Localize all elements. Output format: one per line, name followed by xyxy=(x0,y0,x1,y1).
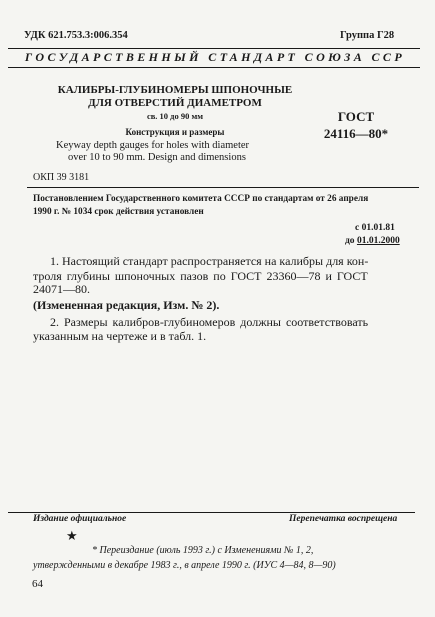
title-ru-line3: св. 10 до 90 мм xyxy=(146,111,204,121)
validity-to-label: до xyxy=(345,236,355,246)
banner-rule xyxy=(8,67,420,68)
title-en-line2: over 10 to 90 mm. Design and dimensions xyxy=(68,152,246,163)
amendment-note: (Измененная редакция, Изм. № 2). xyxy=(33,298,220,312)
group-code: Группа Г28 xyxy=(340,30,395,41)
reprint-prohibited: Перепечатка воспрещена xyxy=(289,514,398,524)
gost-label: ГОСТ xyxy=(337,109,375,124)
validity-from-date: 01.01.81 xyxy=(361,223,395,233)
title-ru-line2: ДЛЯ ОТВЕРСТИЙ ДИАМЕТРОМ xyxy=(88,97,262,109)
star-icon: ★ xyxy=(66,528,78,543)
reissue-note-line1: * Переиздание (июль 1993 г.) с Изменениями № 1, 2, xyxy=(92,545,314,556)
page-number: 64 xyxy=(32,578,43,590)
paragraph-1-line1: 1. Настоящий стандарт распространяется на калибры для кон- xyxy=(50,254,369,268)
validity-to xyxy=(345,236,400,246)
validity-to-date: 01.01.2000 xyxy=(356,236,400,246)
okp-code: ОКП 39 3181 xyxy=(33,172,90,183)
udk-code: УДК 621.753.3:006.354 xyxy=(24,30,128,41)
title-ru-line1: КАЛИБРЫ-ГЛУБИНОМЕРЫ ШПОНОЧНЫЕ xyxy=(57,84,293,96)
top-rule xyxy=(8,48,420,49)
validity-from xyxy=(355,223,395,233)
validity-from-label: с xyxy=(355,223,360,233)
title-en-line1: Keyway depth gauges for holes with diameter xyxy=(56,140,250,151)
standard-banner: ГОСУДАРСТВЕННЫЙ СТАНДАРТ СОЮЗА ССР xyxy=(24,50,406,64)
footer-rule xyxy=(8,512,415,513)
okp-rule xyxy=(27,187,419,188)
reissue-note-line2: утвержденными в декабре 1983 г., в апреле 1990 г. (ИУС 4—84, 8—90) xyxy=(33,560,336,571)
paragraph-1-line2: троля глубины шпоночных пазов по ГОСТ 23360—78 и ГОСТ xyxy=(33,269,368,283)
official-edition: Издание официальное xyxy=(33,514,127,524)
subtitle-ru: Конструкция и размеры xyxy=(125,127,225,137)
decree-line2: 1990 г. № 1034 срок действия установлен xyxy=(33,207,204,217)
paragraph-2-line1: 2. Размеры калибров-глубиномеров должны соответствовать xyxy=(50,315,369,329)
gost-number: 24116—80* xyxy=(323,126,389,141)
paragraph-2-line2: указанным на чертеже и в табл. 1. xyxy=(33,329,207,343)
decree-line1: Постановлением Государственного комитета СССР по стандартам от 26 апреля xyxy=(33,194,369,204)
paragraph-1-line3: 24071—80. xyxy=(33,282,90,296)
